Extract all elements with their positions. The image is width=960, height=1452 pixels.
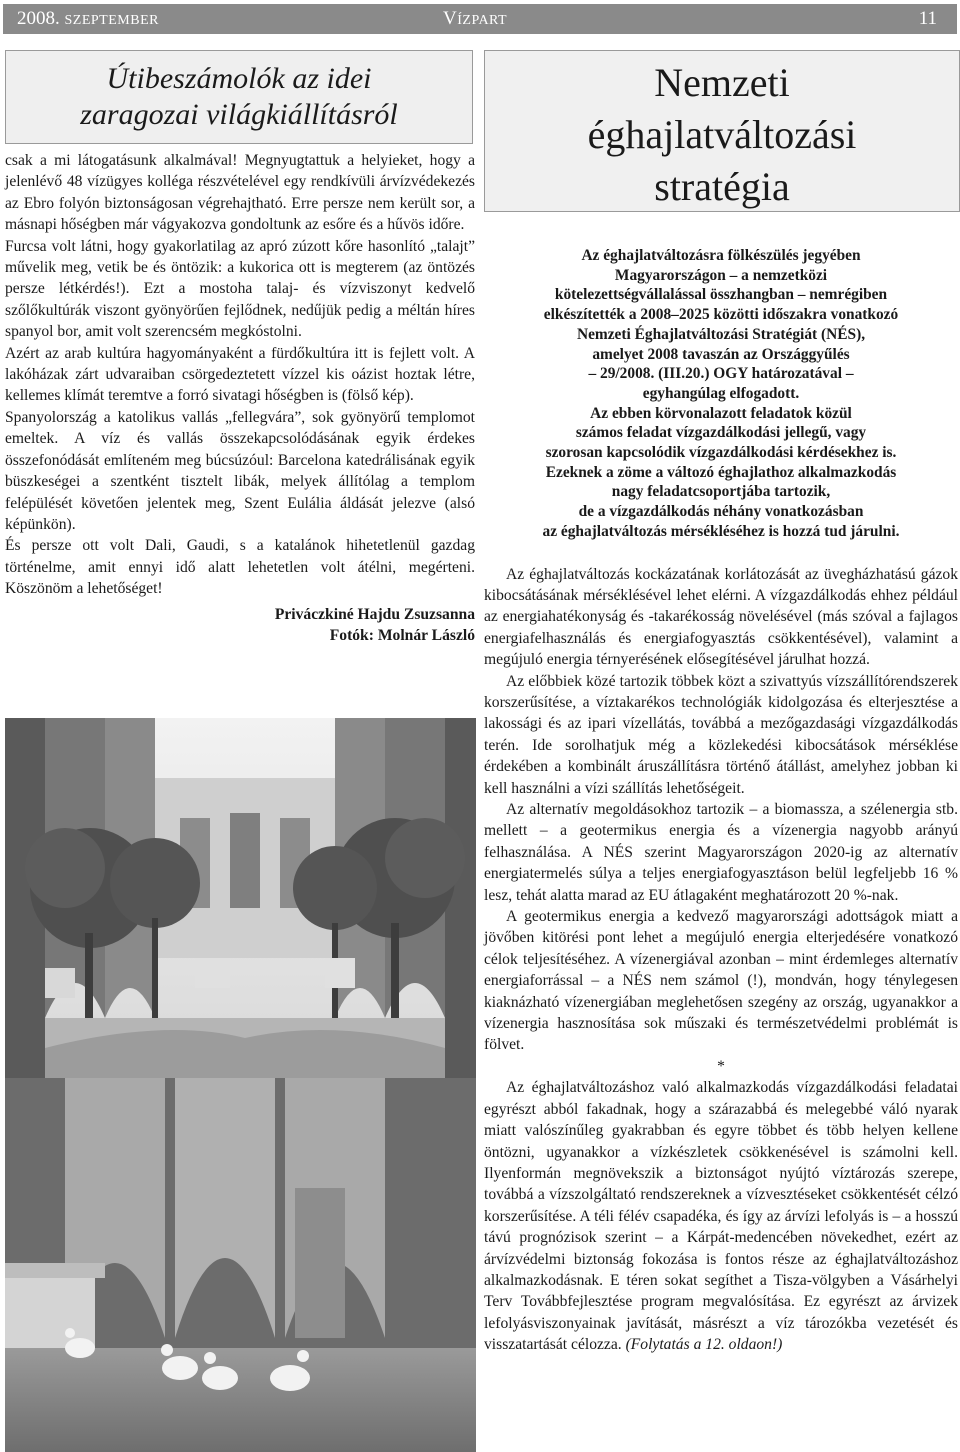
continuation-note: (Folytatás a 12. oldaon!) [625,1336,783,1354]
author: Priváczkiné Hajdu Zsuzsanna [274,605,475,623]
header-date [17,8,159,30]
lead-line: Magyarországon – a nemzetközi [614,266,828,284]
cloister-photo [5,718,476,1452]
lead-line: kötelezettségvállalással összhangban – nemrégiben [554,286,888,304]
right-column [484,50,958,1356]
lead-paragraph [484,246,958,542]
header-year: 2008. [17,8,60,29]
byline [5,604,475,646]
header-magazine-rest: ÍZPART [457,13,508,28]
paragraph: Azért az arab kultúra hagyományaként a fürdőkultúra itt is fejlett volt. A lakóházak zárt udvaraiban csörgedeztetett vízzel kis oázist hoztak létre, kellemes klímát teremtve a forró sivatagi hőségben is (fölső kép). [5,344,475,405]
right-title-line3: stratégia [654,164,790,209]
cloister-illustration [5,718,476,1452]
photo-credit: Fotók: Molnár László [329,626,475,644]
lead-line: de a vízgazdálkodás néhány vonatkozásban [578,503,864,521]
left-title-line2: zaragozai világkiállításról [80,98,398,131]
lead-line: szorosan kapcsolódik vízgazdálkodási kérdésekhez is. [545,444,897,462]
left-article-body [5,150,475,600]
header-magazine [443,8,507,30]
left-column [5,50,475,646]
lead-line: számos feladat vízgazdálkodási jellegű, vagy [575,424,867,442]
paragraph-last [484,1077,958,1355]
paragraph: Az alternatív megoldásokhoz tartozik – a biomassza, a szélenergia stb. mellett – a geotermikus energia és a vízenergia nagyobb arányú felhasználása. A NÉS szerint Magyarországon 2020-ig az alternatív energiatermelés súlya a teljes energiafogyasztáson belül legfeljebb 16 % lesz, tehát alatta marad az EU átlagaként meghatározott 20 %-nak. [484,801,958,904]
right-title-line1: Nemzeti [654,60,790,105]
lead-line: elkészítették a 2008–2025 közötti időszakra vonatkozó [543,306,899,324]
lead-line: egyhangúlag elfogadott. [642,384,800,402]
lead-line: az éghajlatváltozás mérsékléséhez is hozzá tud járulni. [542,522,900,540]
lead-line: – 29/2008. (III.20.) OGY határozatával – [588,365,854,383]
right-title-line2: éghajlatváltozási [587,112,857,157]
left-article-title [5,50,473,144]
paragraph: csak a mi látogatásunk alkalmával! Megnyugtattuk a helyieket, hogy a jelenlévő 48 vízügyes kolléga részvételével egy rendkívüli árvízvédekezés az Ebro folyón biztonságosan végrehajtható. Erre persze nem került sor, a másnapi hőségben már vágyakozva gondoltunk az esőre és a hűvös időre. [5,152,475,234]
right-article-title [484,50,960,212]
lead-line: Nemzeti Éghajlatváltozási Stratégiát (NÉS), [576,325,866,343]
header-month: SZEPTEMBER [64,13,159,28]
paragraph: Az előbbiek közé tartozik többek közt a szivattyús vízszállítórendszerek korszerűsítése, a víztakarékos technológiák kidolgozása és elterjesztése a lakossági és az ipari vízellátás, továbbá a mezőgazdasági vízgazdálkodás terén. Ide sorolhatjuk még a közlekedési kibocsátások mérséklése érdekében a kombinált áruszállításra történő átállást, amelyhez jobban ki kell használni a vízi szállítás lehetőségeit. [484,672,958,797]
header-page-number: 11 [918,8,937,29]
lead-line: amelyet 2008 tavaszán az Országgyűlés [592,345,850,363]
paragraph: Furcsa volt látni, hogy gyakorlatilag az apró zúzott kőre hasonlító „talajt” művelik meg, vetik be és öntözik: a kukorica ott is megterem (az öntözés persze létkérdés!). Ezt a mostoha talaj- és vízviszonyt kedvelő szőlőkultúrák viszont gyönyörűen fejlődnek, nedűjük pedig a méltán híres spanyol bor, amit volt szerencsém megkóstolni. [5,237,475,341]
header-magazine-initial: V [443,8,458,29]
lead-line: Az ebben körvonalazott feladatok közül [590,404,852,422]
paragraph: Spanyolország a katolikus vallás „fellegvára”, sok gyönyörű templomot emeltek. A víz és vallás összekapcsolódásának egyik érdekes összefonódását említeném meg búcsúzóul: Barcelona katedrálisának egyik büszkeségei a szentként tisztelt libák, melyek állítólag a templom felépülését követően jelentek meg, Szent Eulália áldását jelezve (alsó képünkön). [5,408,475,533]
lead-line: Az éghajlatváltozásra fölkészülés jegyében [581,247,861,264]
paragraph: És persze ott volt Dali, Gaudi, s a katalánok hihetetlenül gazdag történelme, amit ennyi idő alatt lehetetlen volt átélni, megérteni. Köszönöm a lehetőséget! [5,537,475,598]
section-separator: * [717,1057,725,1075]
left-title-line1: Útibeszámolók az idei [106,62,372,95]
last-paragraph-text: Az éghajlatváltozáshoz való alkalmazkodás vízgazdálkodási feladatai egyrészt abból fakadnak, hogy a szárazabbá és melegebbé váló nyarak miatt valószínűleg gyakrabban és egyre többet és több helyen kellene öntözni, ugyanakkor a vízkészletek csökkenésével is számolni kell. Ilyenformán megnövekszik a biztonságot nyújtó víztározás szerepe, továbbá a vízszolgáltató rendszereknek a vízvesztéseket csökkentését célzó korszerűsítése. A téli félév csapadéka, és így az árvízi lefolyás is – a hosszú távú prognózisok szerint – a Kárpát-medencében növekedhet, ezért az árvízvédelmi biztonság fokozása is fontos része az éghajlatváltozáshoz alkalmazkodásnak. E téren sokat segíthet a Tisza-völgyben a Vásárhelyi Terv Továbbfejlesztése program megvalósítása. Ez egyrészt az árvizek lefolyásviszonyainak javítását, másrészt a víz tározókba vezetését és visszatartását célozza. [484,1079,958,1354]
lead-line: nagy feladatcsoportjába tartozik, [611,483,831,501]
lead-line: Ezeknek a zöme a változó éghajlathoz alkalmazkodás [545,463,897,481]
paragraph: Az éghajlatváltozás kockázatának korlátozását az üvegházhatású gázok kibocsátásának mérséklésével lehet elérni. A vízgazdálkodás ehhez például az energiahatékonyság és -takarékosság növelésével (más szóval a fajlagos energiafelhasználás és energiafogyasztás csökkentésével), valamint a megújuló energia térnyerésének elősegítésével járulhat hozzá. [484,565,958,669]
paragraph: A geotermikus energia a kedvező magyarországi adottságok miatt a jövőben kitörési pont lehet a megújuló energia elterjedésére vonatkozó célok teljesítéséhez. A vízenergiával azonban – mint érdemleges alternatív energiaforrással – a NÉS nem számol (!), mondván, hogy ténylegesen kiaknázható vízenergiában meglehetősen szegény az ország, ugyanakkor a vízenergia hasznosítása sok műszaki és természetvédelmi problémát is fölvet. [484,908,958,1054]
page-header [3,4,957,34]
right-article-body [484,564,958,1356]
